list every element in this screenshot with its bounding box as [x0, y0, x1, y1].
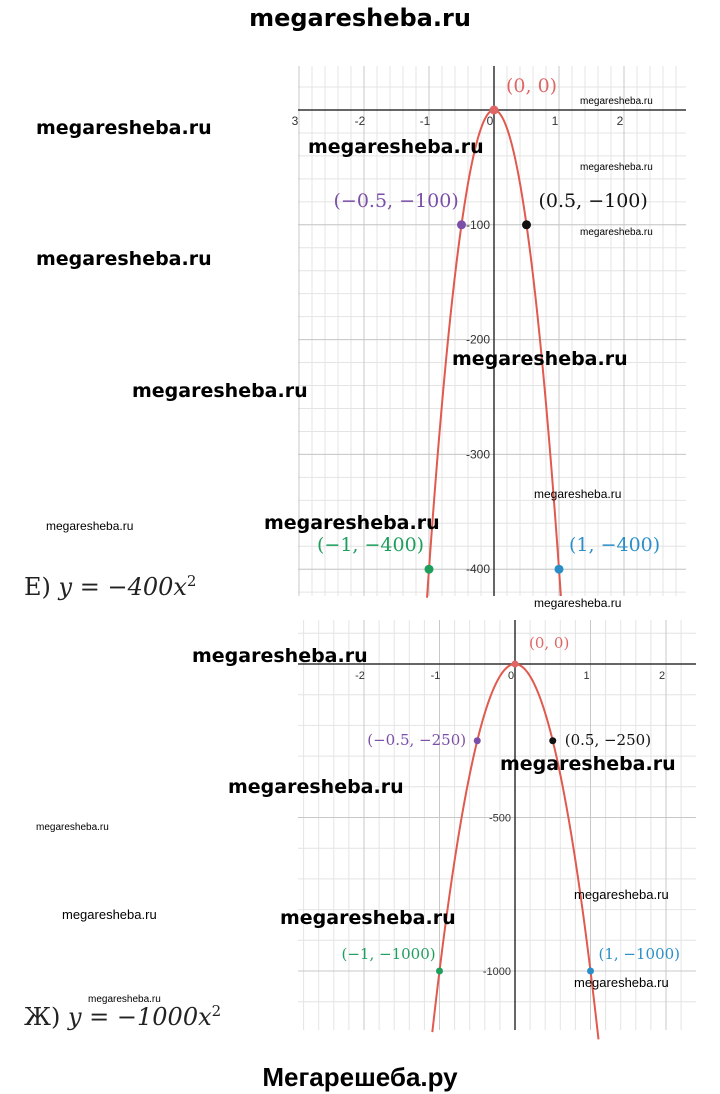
data-point	[555, 565, 564, 574]
data-point	[522, 220, 531, 229]
watermark: megaresheba.ru	[308, 136, 484, 158]
watermark: megaresheba.ru	[574, 887, 669, 902]
watermark: megaresheba.ru	[132, 380, 308, 402]
watermark: megaresheba.ru	[228, 776, 404, 798]
point-label: (−0.5, −250)	[367, 730, 467, 749]
watermark: megaresheba.ru	[280, 907, 456, 929]
watermark: megaresheba.ru	[46, 519, 134, 533]
watermark: megaresheba.ru	[534, 487, 622, 501]
point-label: (0, 0)	[529, 634, 570, 652]
watermark: megaresheba.ru	[452, 348, 628, 370]
x-tick-label: 1	[583, 670, 590, 682]
watermark: megaresheba.ru	[264, 512, 440, 534]
watermark: megaresheba.ru	[580, 227, 653, 238]
watermark: megaresheba.ru	[62, 907, 157, 922]
watermark: megaresheba.ru	[88, 994, 161, 1005]
data-point	[474, 737, 481, 744]
point-label: (0.5, −100)	[538, 189, 648, 212]
x-tick-label: -1	[430, 670, 441, 682]
x-tick-label: -1	[419, 114, 431, 128]
point-label: (0, 0)	[506, 75, 558, 97]
data-point	[587, 968, 594, 975]
data-point	[457, 220, 466, 229]
y-tick-label: -400	[465, 562, 490, 577]
y-tick-label: -300	[465, 447, 490, 462]
x-tick-label: -2	[355, 670, 365, 682]
point-label: (−1, −400)	[317, 534, 425, 557]
point-label: (0.5, −250)	[564, 730, 652, 749]
point-label: (−1, −1000)	[341, 945, 436, 963]
y-tick-label: -100	[465, 217, 490, 232]
y-tick-label: -200	[465, 332, 490, 347]
footer-site-title: Мегарешеба.ру	[262, 1062, 458, 1092]
x-tick-label: 3	[291, 114, 299, 128]
point-label: (1, −400)	[569, 534, 661, 557]
data-point	[436, 968, 443, 975]
watermark: megaresheba.ru	[534, 596, 622, 610]
data-point	[549, 737, 556, 744]
watermark: megaresheba.ru	[580, 162, 653, 173]
watermark: megaresheba.ru	[36, 248, 212, 270]
x-tick-label: -2	[354, 114, 366, 128]
equation-label-e: Е) $y = -400x^2$	[24, 572, 197, 601]
data-point	[512, 661, 519, 668]
y-tick-label: -1000	[482, 966, 511, 978]
x-tick-label: 0	[507, 670, 515, 682]
watermark: megaresheba.ru	[192, 645, 368, 667]
point-label: (1, −1000)	[598, 945, 681, 963]
watermark: megaresheba.ru	[36, 117, 212, 139]
x-tick-label: 1	[551, 114, 559, 128]
data-point	[490, 106, 499, 115]
watermark: megaresheba.ru	[500, 753, 676, 775]
header-site-title: megaresheba.ru	[249, 4, 471, 32]
watermark: megaresheba.ru	[36, 822, 109, 833]
equation-label-zh: Ж) $y = -1000x^2$	[24, 1002, 222, 1031]
data-point	[425, 565, 434, 574]
x-tick-label: 2	[658, 670, 666, 682]
x-tick-label: 2	[616, 114, 624, 128]
watermark: megaresheba.ru	[580, 96, 653, 107]
y-tick-label: -500	[488, 812, 511, 825]
x-tick-label: 0	[486, 114, 494, 128]
point-label: (−0.5, −100)	[333, 189, 459, 212]
watermark: megaresheba.ru	[574, 975, 669, 990]
